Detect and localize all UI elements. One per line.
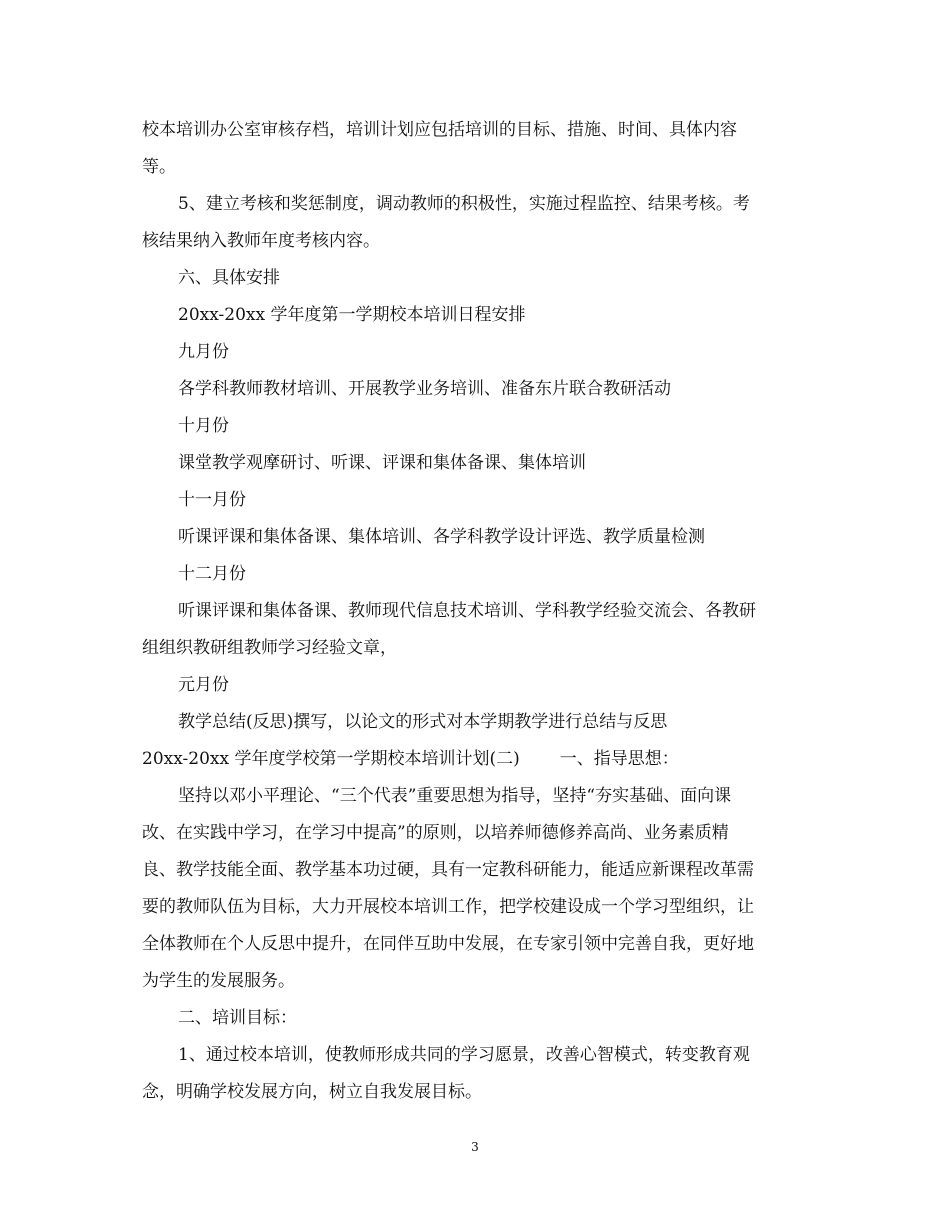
plan-two-title: 20xx-20xx 学年度学校第一学期校本培训计划(二) 一、指导思想： (142, 749, 679, 769)
guiding-paragraph-line-5: 全体教师在个人反思中提升，在同伴互助中发展，在专家引领中完善自我，更好地 (142, 934, 754, 954)
november-activities: 听课评课和集体备课、集体培训、各学科教学设计评选、教学质量检测 (178, 527, 705, 547)
october-activities: 课堂教学观摩研讨、听课、评课和集体备课、集体培训 (178, 453, 586, 473)
guiding-paragraph-line-2: 改、在实践中学习，在学习中提高”的原则，以培养师德修养高尚、业务素质精 (142, 823, 729, 843)
september-activities: 各学科教师教材培训、开展教学业务培训、准备东片联合教研活动 (178, 379, 671, 399)
page-number: 3 (471, 1140, 479, 1154)
month-november: 十一月份 (178, 490, 246, 510)
document-body (142, 112, 814, 1111)
section-heading-guiding-thought: 一、指导思想： (559, 749, 679, 769)
month-december: 十二月份 (178, 564, 246, 584)
month-september: 九月份 (178, 342, 229, 362)
text-line-4: 核结果纳入教师年度考核内容。 (142, 231, 380, 251)
guiding-paragraph-line-1: 坚持以邓小平理论、“三个代表”重要思想为指导，坚持“夯实基础、面向课 (178, 786, 732, 806)
december-activities: 听课评课和集体备课、教师现代信息技术培训、学科教学经验交流会、各教研 (178, 601, 756, 621)
month-october: 十月份 (178, 416, 229, 436)
guiding-paragraph-line-4: 要的教师队伍为目标，大力开展校本培训工作，把学校建设成一个学习型组织，让 (142, 897, 754, 917)
month-january: 元月份 (178, 675, 229, 695)
section-heading-training-goals: 二、培训目标： (178, 1008, 297, 1028)
goal-1-line-2: 念，明确学校发展方向，树立自我发展目标。 (142, 1082, 482, 1102)
december-activities-cont: 组组织教研组教师学习经验文章， (142, 638, 397, 658)
text-line-2: 等。 (142, 157, 176, 177)
guiding-paragraph-line-3: 良、教学技能全面、教学基本功过硬，具有一定教科研能力，能适应新课程改革需 (142, 860, 754, 880)
goal-1-line-1: 1、通过校本培训，使教师形成共同的学习愿景，改善心智模式，转变教育观 (178, 1045, 750, 1065)
guiding-paragraph-line-6: 为学生的发展服务。 (142, 971, 295, 991)
text-line-3: 5、建立考核和奖惩制度，调动教师的积极性，实施过程监控、结果考核。考 (178, 194, 750, 214)
text-line-1: 校本培训办公室审核存档，培训计划应包括培训的目标、措施、时间、具体内容 (142, 120, 737, 140)
schedule-title: 20xx-20xx 学年度第一学期校本培训日程安排 (178, 305, 526, 325)
section-heading-arrangement: 六、具体安排 (178, 268, 280, 288)
january-activities: 教学总结(反思)撰写，以论文的形式对本学期教学进行总结与反思 (178, 712, 668, 732)
